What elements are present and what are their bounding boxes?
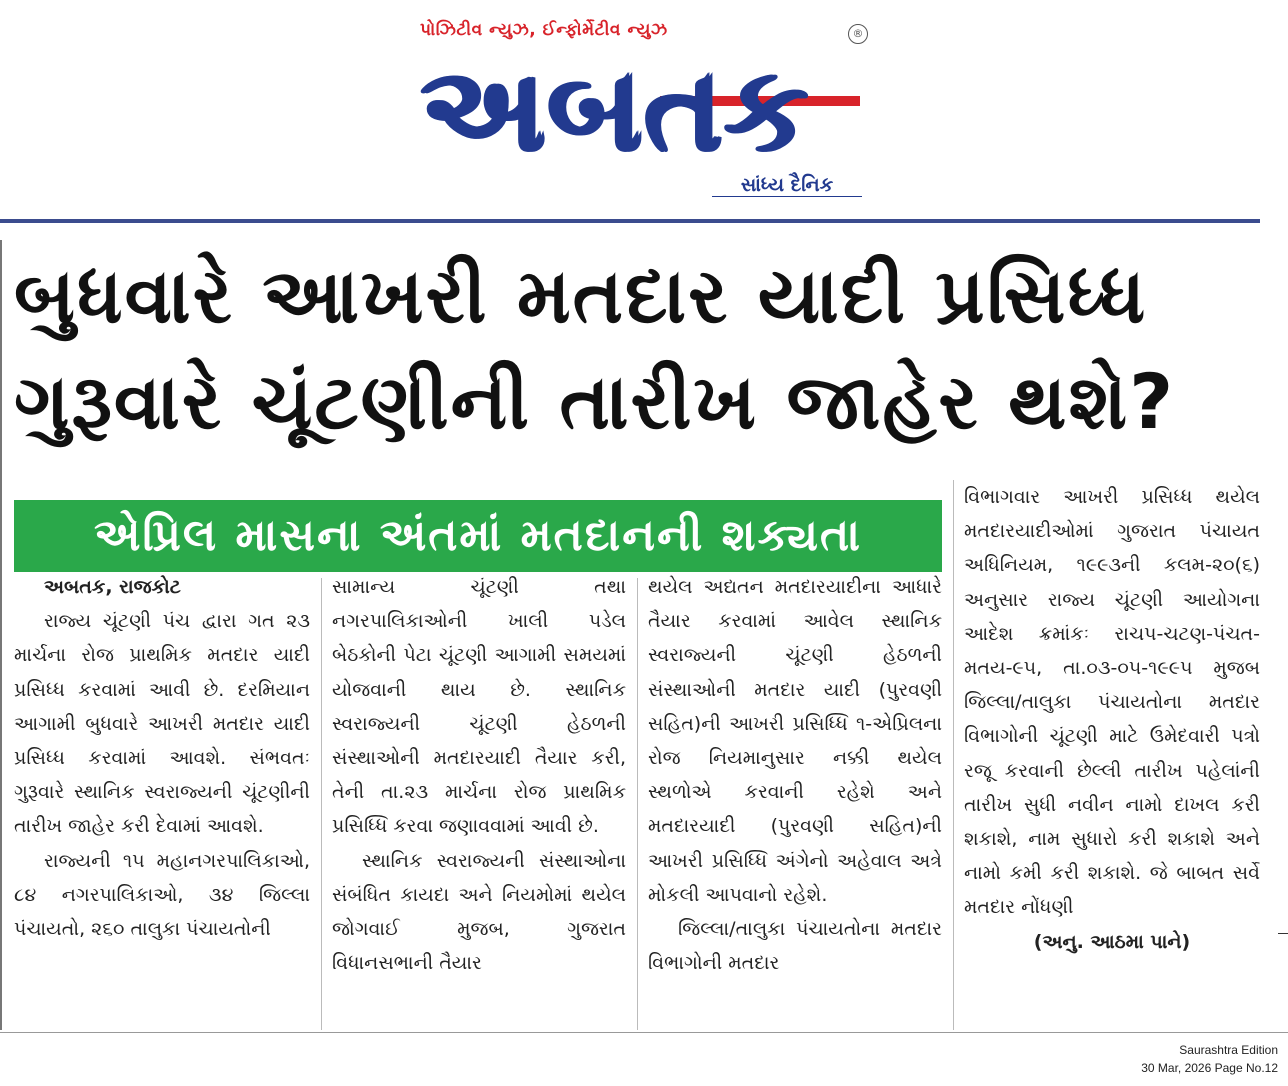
masthead-tagline: પોઝિટીવ ન્યુઝ, ઈન્ફોર્મેટીવ ન્યુઝ bbox=[420, 20, 668, 40]
masthead-divider bbox=[0, 219, 1260, 223]
paragraph: સામાન્ય ચૂંટણી તથા નગરપાલિકાઓની ખાલી પડેલ બેઠકોની પેટા ચૂંટણી આગામી સમયમાં યોજવાની થાય છે. સ્થાનિક સ્વરાજ્યની ચૂંટણી હેઠળની સંસ્થાઓની મતદારયાદી તૈયાર કરી, તેની તા.૨૩ માર્ચના રોજ પ્રાથમિક પ્રસિધ્ધિ કરવા જણાવવામાં આવી છે. bbox=[332, 576, 626, 838]
newspaper-logo: અબતક bbox=[420, 40, 809, 178]
left-margin-rule bbox=[0, 240, 2, 1030]
paragraph: સ્થાનિક સ્વરાજ્યની સંસ્થાઓના સંબંધિત કાયદા અને નિયમોમાં થયેલ જોગવાઈ મુજબ, ગુજરાત વિધાનસભાની તૈયાર bbox=[332, 849, 626, 975]
registered-mark: ® bbox=[848, 24, 868, 44]
column-divider bbox=[953, 480, 954, 1030]
masthead-subtitle: સાંધ્ય દૈનિક bbox=[712, 174, 862, 197]
paragraph: રાજ્યની ૧૫ મહાનગરપાલિકાઓ, ૮૪ નગરપાલિકાઓ, ૩૪ જિલ્લા પંચાયતો, ૨૬૦ તાલુકા પંચાયતોની bbox=[14, 849, 310, 941]
article-column-2 bbox=[332, 570, 626, 980]
footer-divider bbox=[0, 1032, 1288, 1033]
dateline: 30 Mar, 2026 Page No.12 bbox=[1141, 1061, 1278, 1075]
subheadline-text: એપ્રિલ માસના અંતમાં મતદાનની શક્યતા bbox=[93, 510, 863, 561]
headline-line-1: બુધવારે આખરી મતદાર યાદી પ્રસિધ્ધ bbox=[14, 251, 1148, 340]
article-column-4 bbox=[964, 480, 1260, 959]
subheadline-banner bbox=[14, 500, 942, 572]
page-footer bbox=[1141, 1041, 1278, 1077]
byline: અબતક, રાજકોટ bbox=[44, 576, 181, 598]
article-column-3 bbox=[648, 570, 942, 980]
paragraph: રાજ્ય ચૂંટણી પંચ દ્વારા ગત ૨૩ માર્ચના રોજ પ્રાથમિક મતદાર યાદી પ્રસિધ્ધ કરવામાં આવી છે. દરમિયાન આગામી બુધવારે આખરી મતદાર યાદી પ્રસિધ્ધ કરવામાં આવશે. સંભવતઃ ગુરૂવારે સ્થાનિક સ્વરાજ્યની ચૂંટણીની તારીખ જાહેર કરી દેવામાં આવશે. bbox=[14, 610, 310, 838]
margin-tick bbox=[1278, 933, 1288, 934]
paragraph: થયેલ અદ્યતન મતદારયાદીના આધારે તૈયાર કરવામાં આવેલ સ્થાનિક સ્વરાજ્યની ચૂંટણી હેઠળની સંસ્થાઓની મતદાર યાદી (પુરવણી સહિત)ની આખરી પ્રસિધ્ધિ ૧-એપ્રિલના રોજ નિયમાનુસાર નક્કી થયેલ સ્થળોએ કરવાની રહેશે અને મતદારયાદી (પુરવણી સહિત)ની આખરી પ્રસિધ્ધિ અંગેનો અહેવાલ અત્રે મોકલી આપવાનો રહેશે. bbox=[648, 576, 942, 906]
continued-note: (અનુ. આઠમા પાને) bbox=[1033, 930, 1191, 953]
paragraph: જિલ્લા/તાલુકા પંચાયતોના મતદાર વિભાગોની મતદાર bbox=[648, 918, 942, 975]
masthead bbox=[0, 0, 1288, 222]
edition-label: Saurashtra Edition bbox=[1179, 1043, 1278, 1057]
headline-line-2: ગુરૂવારે ચૂંટણીની તારીખ જાહેર થશે? bbox=[14, 357, 1176, 446]
column-divider bbox=[637, 578, 638, 1030]
column-divider bbox=[321, 578, 322, 1030]
paragraph: વિભાગવાર આખરી પ્રસિધ્ધ થયેલ મતદારયાદીઓમાં ગુજરાત પંચાયત અધિનિયમ, ૧૯૯૩ની કલમ-૨૦(૬) અનુસાર રાજ્ય ચૂંટણી આયોગના આદેશ ક્રમાંકઃ રાચપ-ચટણ-પંચત-મતય-૯૫, તા.૦૩-૦૫-૧૯૯૫ મુજબ જિલ્લા/તાલુકા પંચાયતોના મતદાર વિભાગોની ચૂંટણી માટે ઉમેદવારી પત્રો રજૂ કરવાની છેલ્લી તારીખ પહેલાંની તારીખ સુધી નવીન નામો દાખલ કરી શકાશે, નામ સુધારો કરી શકાશે અને નામો કમી કરી શકાશે. જે બાબત સર્વે મતદાર નોંધણી bbox=[964, 486, 1260, 919]
article-column-1 bbox=[14, 570, 310, 946]
